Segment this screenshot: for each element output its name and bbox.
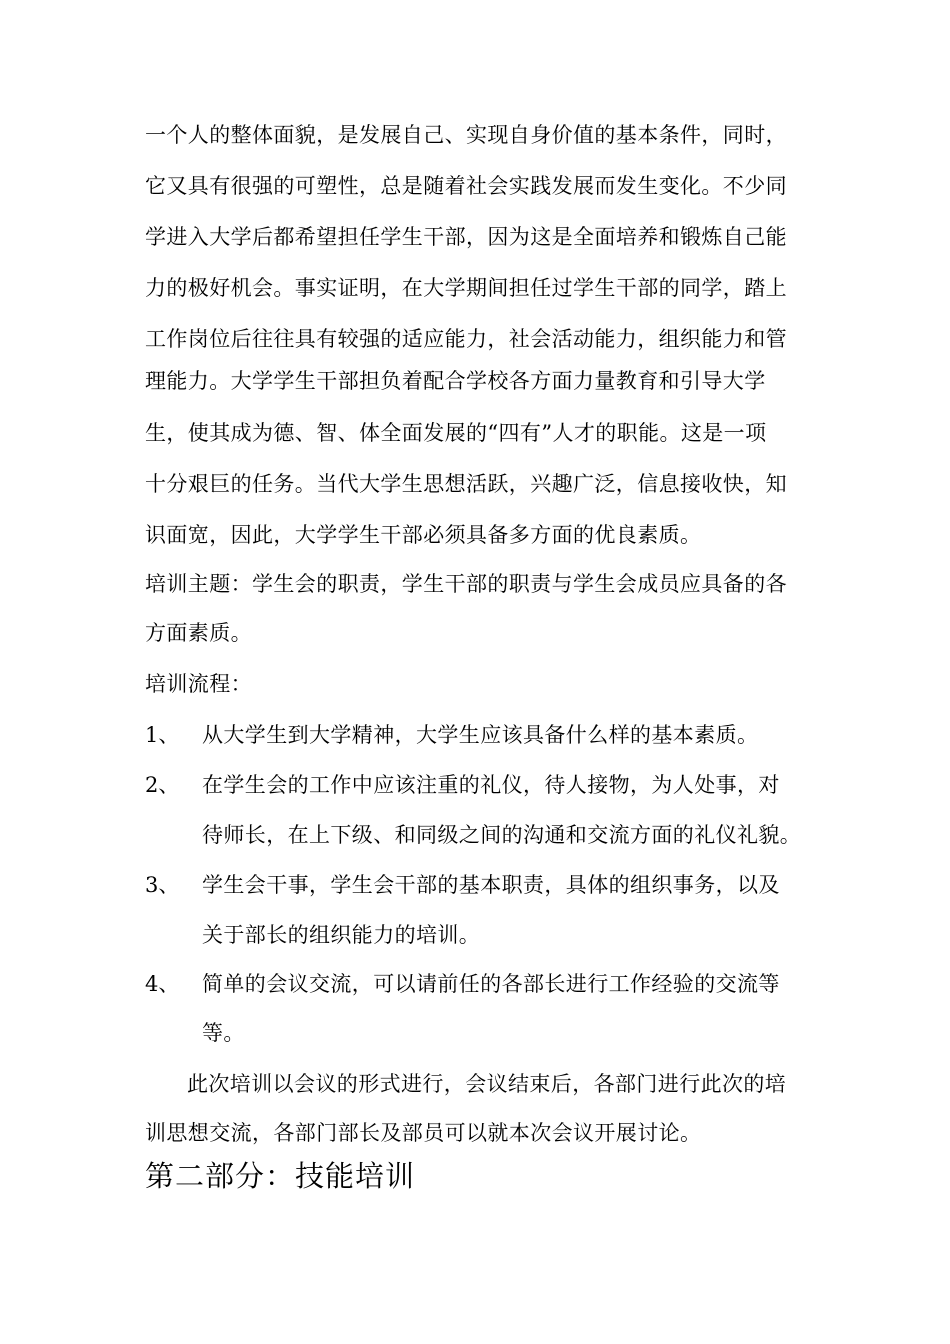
- section-heading: 第二部分：技能培训: [145, 1159, 416, 1193]
- text-line: 训思想交流，各部门部长及部员可以就本次会议开展讨论。: [145, 1121, 702, 1145]
- text-line: 它又具有很强的可塑性，总是随着社会实践发展而发生变化。不少同: [145, 174, 787, 198]
- text-line: 理能力。大学学生干部担负着配合学校各方面力量教育和引导大学: [145, 369, 766, 393]
- text-line: 学进入大学后都希望担任学生干部，因为这是全面培养和锻炼自己能: [145, 225, 787, 249]
- text-line: 学生会干事，学生会干部的基本职责，具体的组织事务，以及: [202, 873, 780, 897]
- text-line: 简单的会议交流，可以请前任的各部长进行工作经验的交流等: [202, 972, 780, 996]
- text-line: 待师长，在上下级、和同级之间的沟通和交流方面的礼仪礼貌。: [202, 823, 802, 847]
- text-line: 十分艰巨的任务。当代大学生思想活跃，兴趣广泛，信息接收快，知: [145, 472, 787, 496]
- text-line: 从大学生到大学精神，大学生应该具备什么样的基本素质。: [202, 723, 759, 747]
- text-line: 力的极好机会。事实证明，在大学期间担任过学生干部的同学，踏上: [145, 276, 787, 300]
- text-line: 此次培训以会议的形式进行，会议结束后，各部门进行此次的培: [187, 1072, 787, 1096]
- text-line: 工作岗位后往往具有较强的适应能力，社会活动能力，组织能力和管: [145, 327, 787, 351]
- list-item-number: 2、: [145, 773, 180, 797]
- text-line: 培训主题：学生会的职责，学生干部的职责与学生会成员应具备的各: [145, 572, 787, 596]
- list-item-number: 4、: [145, 972, 180, 996]
- text-line: 一个人的整体面貌，是发展自己、实现自身价值的基本条件，同时，: [145, 123, 787, 147]
- text-line: 识面宽，因此，大学学生干部必须具备多方面的优良素质。: [145, 523, 702, 547]
- text-line: 关于部长的组织能力的培训。: [202, 923, 481, 947]
- text-line: 在学生会的工作中应该注重的礼仪，待人接物，为人处事，对: [202, 773, 780, 797]
- text-line: 方面素质。: [145, 621, 252, 645]
- text-line: 等。: [202, 1021, 245, 1045]
- text-line: 生，使其成为德、智、体全面发展的“四有”人才的职能。这是一项: [145, 421, 767, 445]
- list-item-number: 1、: [145, 723, 180, 747]
- list-item-number: 3、: [145, 873, 180, 897]
- process-heading: 培训流程：: [145, 672, 252, 696]
